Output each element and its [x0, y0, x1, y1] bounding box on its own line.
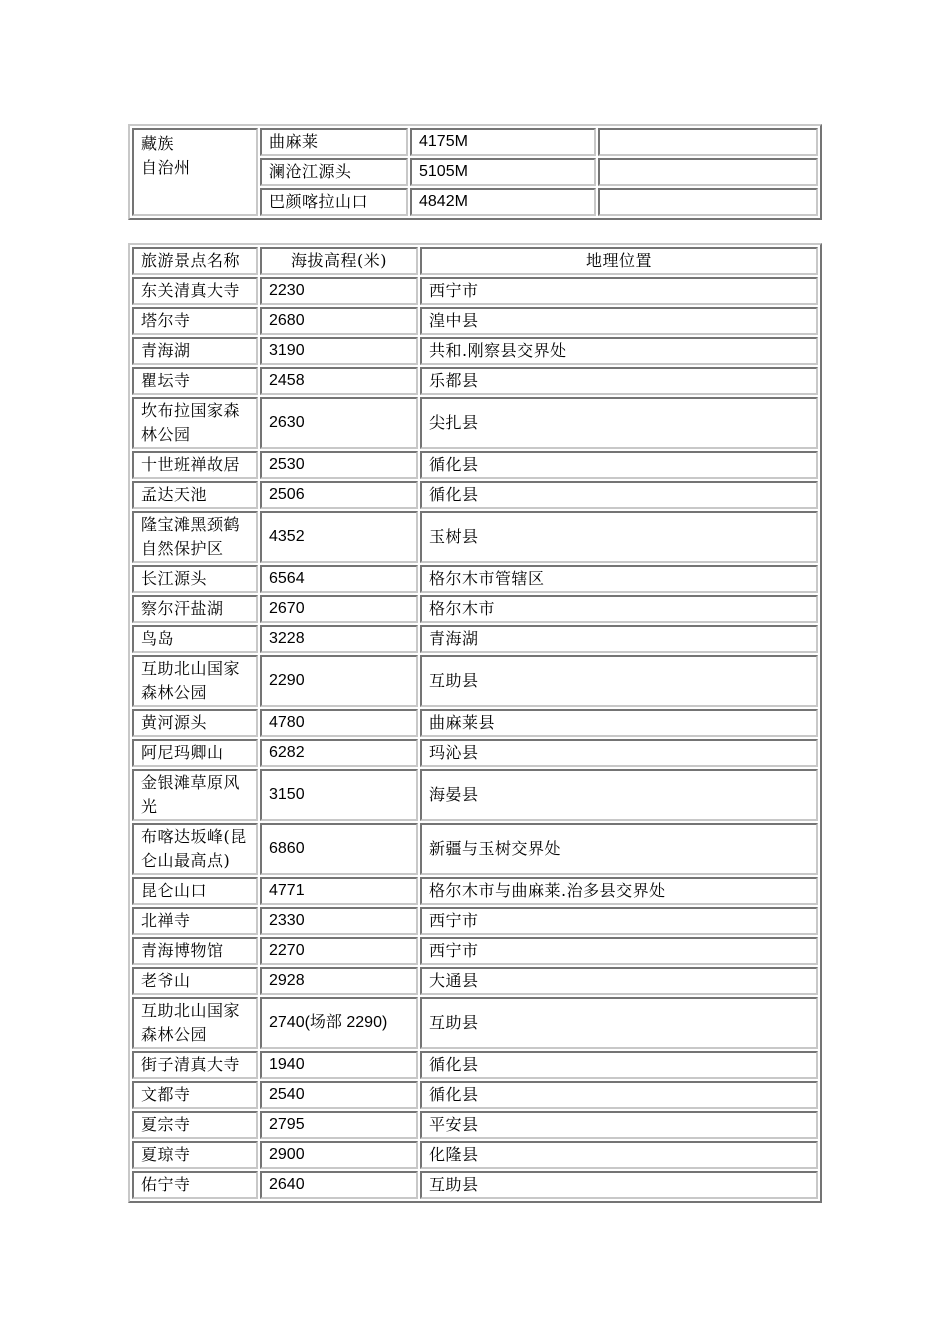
header-name: 旅游景点名称	[132, 247, 258, 275]
table-row	[132, 907, 818, 935]
table-row	[132, 595, 818, 623]
table-row	[132, 1141, 818, 1169]
location-cell: 格尔木市与曲麻莱.治多县交界处	[420, 877, 818, 905]
location-cell: 互助县	[420, 655, 818, 707]
spot-name-cell: 黄河源头	[132, 709, 258, 737]
spot-name-cell: 老爷山	[132, 967, 258, 995]
location-cell: 循化县	[420, 481, 818, 509]
table-row	[132, 655, 818, 707]
location-cell: 格尔木市	[420, 595, 818, 623]
altitude-cell: 2230	[260, 277, 418, 305]
altitude-cell: 2900	[260, 1141, 418, 1169]
table-row	[132, 481, 818, 509]
location-cell: 湟中县	[420, 307, 818, 335]
location-cell: 互助县	[420, 1171, 818, 1199]
altitude-cell: 2330	[260, 907, 418, 935]
region-altitude-table	[128, 124, 822, 220]
spot-name-cell: 互助北山国家森林公园	[132, 655, 258, 707]
region-label-line2: 自治州	[141, 158, 191, 177]
altitude-cell: 2740(场部 2290)	[260, 997, 418, 1049]
table-row	[132, 1111, 818, 1139]
table-row	[132, 451, 818, 479]
altitude-cell: 3228	[260, 625, 418, 653]
spot-name-cell: 阿尼玛卿山	[132, 739, 258, 767]
altitude-cell: 4842M	[410, 188, 596, 216]
location-cell: 玛沁县	[420, 739, 818, 767]
spot-name-cell: 佑宁寺	[132, 1171, 258, 1199]
altitude-cell: 2506	[260, 481, 418, 509]
location-cell: 循化县	[420, 1081, 818, 1109]
location-cell: 西宁市	[420, 907, 818, 935]
header-location: 地理位置	[420, 247, 818, 275]
location-cell: 曲麻莱县	[420, 709, 818, 737]
table-row	[132, 997, 818, 1049]
table-row	[132, 739, 818, 767]
altitude-cell: 2928	[260, 967, 418, 995]
table-row	[132, 937, 818, 965]
altitude-cell: 5105M	[410, 158, 596, 186]
spot-name-cell: 街子清真大寺	[132, 1051, 258, 1079]
table-row	[132, 511, 818, 563]
altitude-cell: 4780	[260, 709, 418, 737]
spot-name-cell: 昆仑山口	[132, 877, 258, 905]
table-row	[132, 823, 818, 875]
spot-name-cell: 金银滩草原风光	[132, 769, 258, 821]
location-cell: 海晏县	[420, 769, 818, 821]
scenic-table-body	[132, 277, 818, 1199]
spot-name-cell: 瞿坛寺	[132, 367, 258, 395]
altitude-cell: 3190	[260, 337, 418, 365]
altitude-cell: 2680	[260, 307, 418, 335]
table-row	[132, 337, 818, 365]
location-cell: 西宁市	[420, 937, 818, 965]
altitude-cell: 2670	[260, 595, 418, 623]
location-cell: 互助县	[420, 997, 818, 1049]
table-row	[132, 1081, 818, 1109]
altitude-cell: 4771	[260, 877, 418, 905]
altitude-cell: 2630	[260, 397, 418, 449]
spot-name-cell: 十世班禅故居	[132, 451, 258, 479]
spot-name-cell: 青海湖	[132, 337, 258, 365]
table-row	[132, 565, 818, 593]
altitude-cell: 2290	[260, 655, 418, 707]
place-name-cell: 曲麻莱	[260, 128, 408, 156]
table-row	[132, 1051, 818, 1079]
location-cell: 尖扎县	[420, 397, 818, 449]
altitude-cell: 6564	[260, 565, 418, 593]
spot-name-cell: 布喀达坂峰(昆仑山最高点)	[132, 823, 258, 875]
spot-name-cell: 文都寺	[132, 1081, 258, 1109]
table-header-row	[132, 247, 818, 275]
header-altitude: 海拔高程(米)	[260, 247, 418, 275]
place-name-cell: 巴颜喀拉山口	[260, 188, 408, 216]
spot-name-cell: 察尔汗盐湖	[132, 595, 258, 623]
location-cell: 大通县	[420, 967, 818, 995]
spot-name-cell: 孟达天池	[132, 481, 258, 509]
table-row	[132, 625, 818, 653]
spot-name-cell: 鸟岛	[132, 625, 258, 653]
spot-name-cell: 夏宗寺	[132, 1111, 258, 1139]
altitude-cell: 2795	[260, 1111, 418, 1139]
note-cell	[598, 128, 818, 156]
altitude-cell: 2640	[260, 1171, 418, 1199]
table-row	[132, 1171, 818, 1199]
spot-name-cell: 互助北山国家森林公园	[132, 997, 258, 1049]
table-row	[132, 769, 818, 821]
altitude-cell: 6282	[260, 739, 418, 767]
altitude-cell: 1940	[260, 1051, 418, 1079]
altitude-cell: 2530	[260, 451, 418, 479]
spot-name-cell: 北禅寺	[132, 907, 258, 935]
altitude-cell: 4175M	[410, 128, 596, 156]
location-cell: 循化县	[420, 1051, 818, 1079]
altitude-cell: 2270	[260, 937, 418, 965]
spot-name-cell: 青海博物馆	[132, 937, 258, 965]
region-label-cell	[132, 128, 258, 216]
table-row	[132, 307, 818, 335]
altitude-cell: 4352	[260, 511, 418, 563]
location-cell: 循化县	[420, 451, 818, 479]
location-cell: 青海湖	[420, 625, 818, 653]
table-row	[132, 128, 818, 156]
location-cell: 西宁市	[420, 277, 818, 305]
region-label-line1: 藏族	[141, 134, 175, 153]
location-cell: 乐都县	[420, 367, 818, 395]
spot-name-cell: 坎布拉国家森林公园	[132, 397, 258, 449]
location-cell: 格尔木市管辖区	[420, 565, 818, 593]
note-cell	[598, 188, 818, 216]
table-row	[132, 709, 818, 737]
table-row	[132, 967, 818, 995]
location-cell: 共和.刚察县交界处	[420, 337, 818, 365]
table-row	[132, 397, 818, 449]
note-cell	[598, 158, 818, 186]
location-cell: 玉树县	[420, 511, 818, 563]
scenic-spots-table	[128, 243, 822, 1203]
table-row	[132, 277, 818, 305]
spot-name-cell: 隆宝滩黑颈鹤自然保护区	[132, 511, 258, 563]
spot-name-cell: 长江源头	[132, 565, 258, 593]
spot-name-cell: 夏琼寺	[132, 1141, 258, 1169]
location-cell: 新疆与玉树交界处	[420, 823, 818, 875]
altitude-cell: 6860	[260, 823, 418, 875]
altitude-cell: 3150	[260, 769, 418, 821]
place-name-cell: 澜沧江源头	[260, 158, 408, 186]
spot-name-cell: 塔尔寺	[132, 307, 258, 335]
location-cell: 平安县	[420, 1111, 818, 1139]
altitude-cell: 2540	[260, 1081, 418, 1109]
spot-name-cell: 东关清真大寺	[132, 277, 258, 305]
table-row	[132, 367, 818, 395]
table-row	[132, 877, 818, 905]
altitude-cell: 2458	[260, 367, 418, 395]
location-cell: 化隆县	[420, 1141, 818, 1169]
